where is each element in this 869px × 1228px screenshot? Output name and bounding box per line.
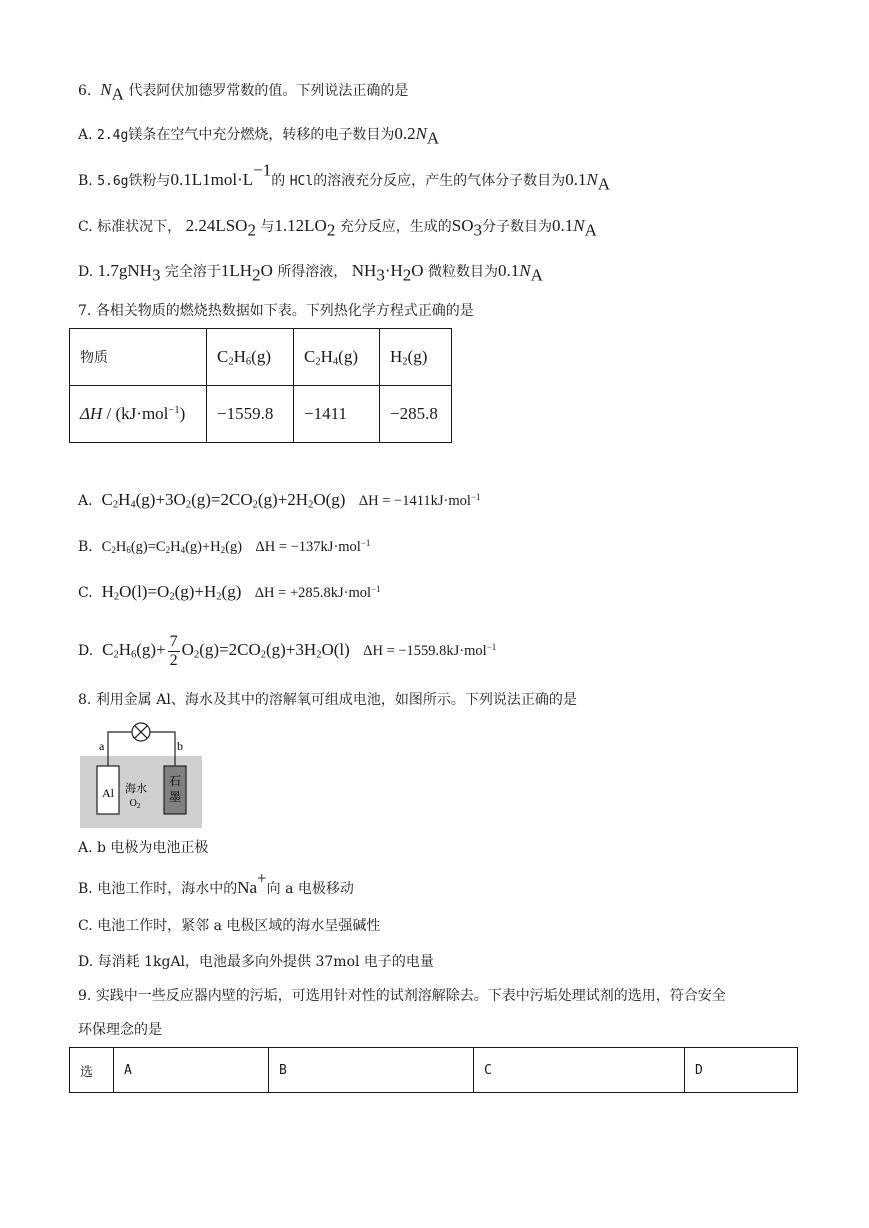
al-label: Al: [102, 786, 114, 800]
q8-option-d: D. 每消耗 1kgAl，电池最多向外提供 37mol 电子的电量: [78, 954, 434, 970]
q8-option-a: A. b 电极为电池正极: [78, 840, 209, 856]
table-row-label: ΔH / (kJ·mol$^{-1}$): [70, 386, 207, 443]
table-cell: −1559.8: [207, 386, 294, 443]
fraction: $\frac{7}{2}$: [169, 632, 178, 669]
table-cell: −285.8: [380, 386, 452, 443]
q6-option-b: B. 5.6g铁粉与$0.1L1mol\cdot L^{-1}$的 HCl的溶液充分反应，产生的气体分子数目为$0.1N_A$: [78, 160, 611, 194]
q8-stem: 8. 利用金属 Al、海水及其中的溶解氧可组成电池，如图所示。下列说法正确的是: [78, 692, 577, 708]
table-header-cell: 选: [70, 1048, 114, 1093]
q6-option-c: C. 标准状况下， $2.24LSO_2$ 与$1.12LO_2$ 充分反应，生成的$SO_3$分子数目为$0.1N_A$: [78, 216, 597, 240]
table-header-cell: A: [114, 1048, 269, 1093]
table-header-cell: C: [474, 1048, 685, 1093]
q9-stem-cont: 环保理念的是: [78, 1022, 162, 1038]
q7-option-a: A. $C_2H_4(g)+3O_2(g)=2CO_2(g)+2H_2O(g)$ ΔH = −1411kJ·mol$^{-1}$: [78, 490, 481, 511]
label-a: a: [99, 739, 105, 753]
substance-c2h6: $C_2H_6(g)$: [207, 329, 294, 386]
bulb-icon: [132, 723, 150, 741]
o2-label: $O_2$: [129, 798, 141, 810]
q6-stem: 6. $N_A$ 代表阿伏加德罗常数的值。下列说法正确的是: [78, 80, 409, 104]
q6-option-a: A. 2.4g镁条在空气中充分燃烧，转移的电子数目为$0.2N_A$: [78, 124, 440, 148]
q7-stem: 7. 各相关物质的燃烧热数据如下表。下列热化学方程式正确的是: [78, 303, 474, 319]
table-header-cell: B: [269, 1048, 474, 1093]
table-row: [70, 386, 452, 443]
substance-h2: $H_2(g)$: [380, 329, 452, 386]
battery-diagram: [80, 720, 202, 830]
q6-option-d: D. 1.7gNH$_3$ 完全溶于$1LH_2O$ 所得溶液， $NH_3\cdot H_2O$ 微粒数目为$0.1N_A$: [78, 261, 543, 285]
q9-table: [69, 1047, 798, 1093]
substance-c2h4: $C_2H_4(g)$: [294, 329, 380, 386]
q9-stem: 9. 实践中一些反应器内壁的污垢，可选用针对性的试剂溶解除去。下表中污垢处理试剂的选用，符合安全: [78, 988, 726, 1004]
table-row: [70, 1048, 798, 1093]
seawater-label: 海水: [125, 782, 147, 795]
table-cell: −1411: [294, 386, 380, 443]
graphite-label-2: 墨: [168, 790, 182, 804]
q8-option-c: C. 电池工作时，紧邻 a 电极区域的海水呈强碱性: [78, 918, 381, 934]
table-row: [70, 329, 452, 386]
q7-heat-table: [69, 328, 452, 443]
label-b: b: [177, 739, 183, 753]
q7-option-c: C. $H_2O(l)=O_2(g)+H_2(g)$ ΔH = +285.8kJ·mol$^{-1}$: [78, 582, 381, 603]
q7-option-d: D. $C_2H_6(g)+$ $\frac{7}{2}$ $O_2(g)=2CO_2(g)+3H_2O(l)$ ΔH = −1559.8kJ·mol$^{-1}$: [78, 632, 497, 669]
table-header-cell: D: [685, 1048, 798, 1093]
q7-option-b: B. $C_2H_6(g)=C_2H_4(g)+H_2(g)$ ΔH = −137kJ·mol$^{-1}$: [78, 538, 371, 556]
q8-option-b: B. 电池工作时，海水中的Na+向 a 电极移动: [78, 868, 354, 897]
table-header-label: 物质: [70, 329, 207, 386]
graphite-label-1: 石: [168, 774, 182, 788]
